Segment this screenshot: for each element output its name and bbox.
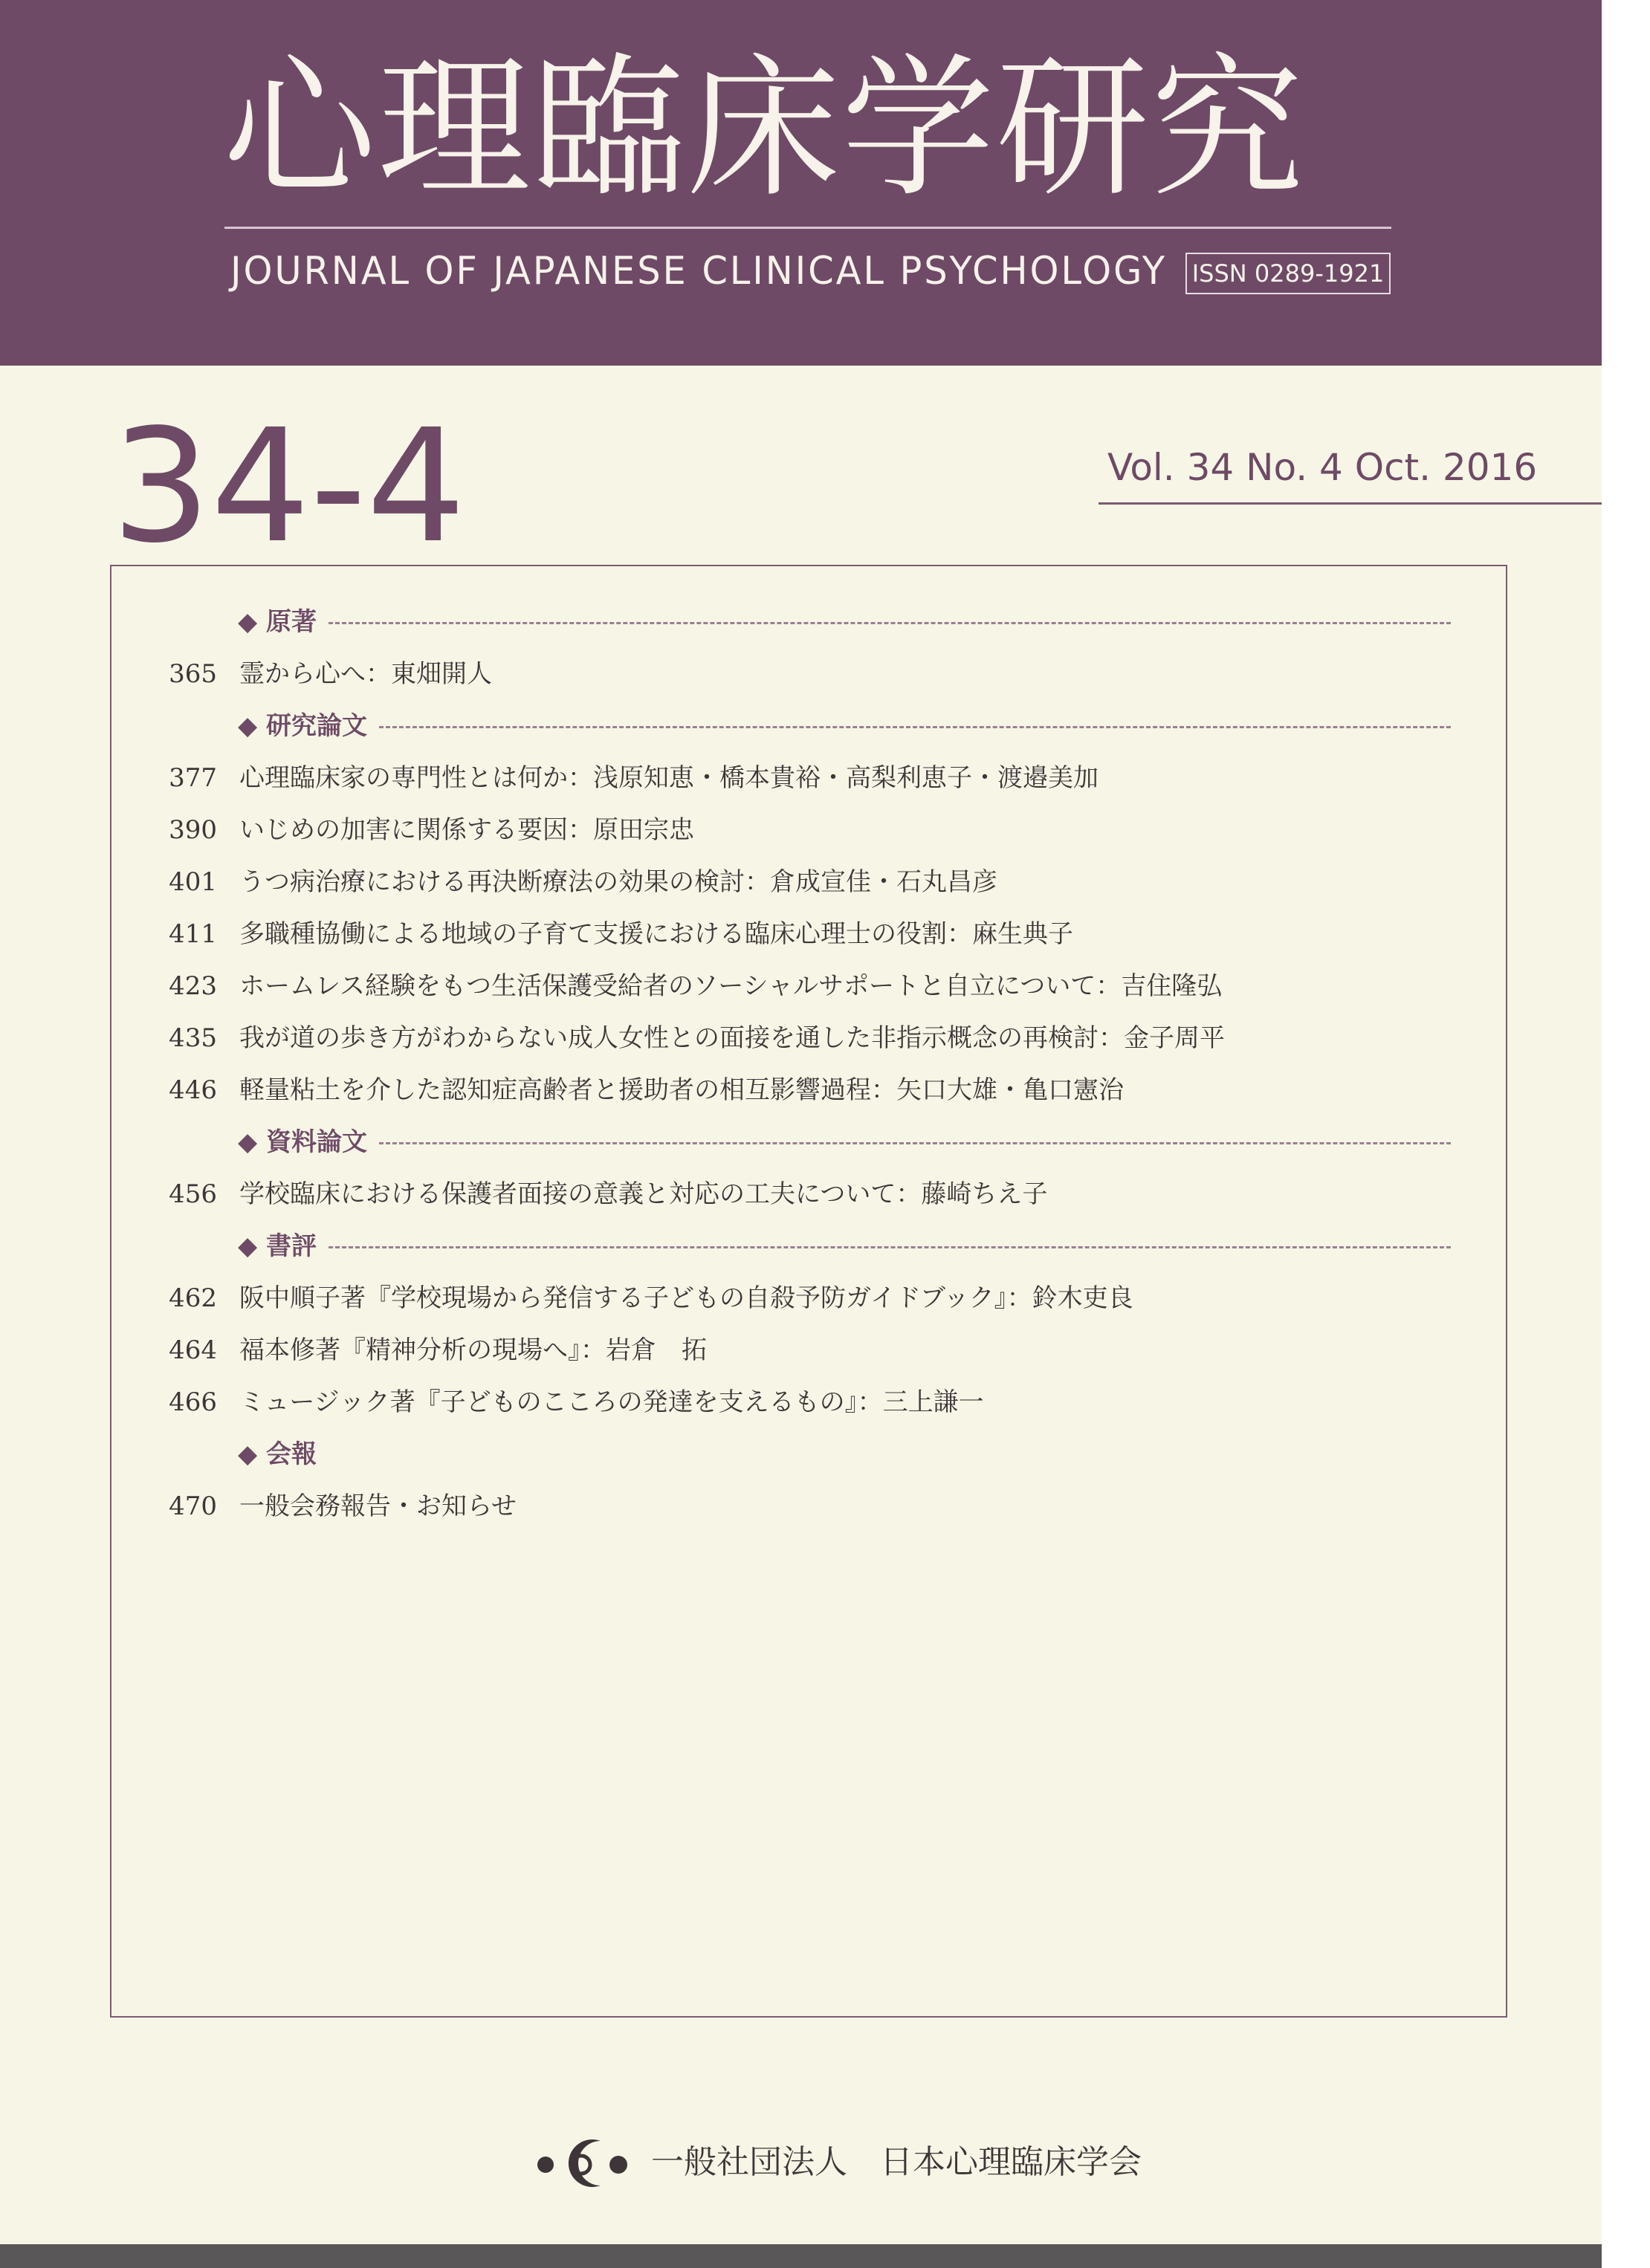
toc-entry bbox=[111, 1016, 1494, 1060]
toc-entry bbox=[111, 652, 1494, 696]
header-divider bbox=[224, 227, 1391, 229]
entry-page: 365 bbox=[169, 659, 217, 689]
entry-page: 470 bbox=[169, 1491, 217, 1521]
scan-bottom-edge bbox=[0, 2244, 1602, 2268]
entry-title: 我が道の歩き方がわからない成人女性との面接を通した非指示概念の再検討：金子周平 bbox=[239, 1023, 1225, 1053]
entry-page: 435 bbox=[169, 1023, 217, 1053]
section-dashed-rule bbox=[329, 622, 1451, 624]
entry-title: 多職種協働による地域の子育て支援における臨床心理士の役割：麻生典子 bbox=[239, 919, 1073, 949]
section-label: ◆ 書評 bbox=[238, 1231, 317, 1261]
entry-title: 一般会務報告・お知らせ bbox=[239, 1491, 517, 1521]
entry-title: ホームレス経験をもつ生活保護受給者のソーシャルサポートと自立について：吉住隆弘 bbox=[239, 971, 1223, 1001]
section-label: ◆ 研究論文 bbox=[238, 711, 367, 741]
journal-title: 心理臨床学研究 bbox=[223, 39, 1306, 218]
toc-entry bbox=[111, 1172, 1494, 1216]
entry-page: 456 bbox=[169, 1179, 217, 1209]
entry-page: 401 bbox=[169, 867, 217, 897]
toc-entry bbox=[111, 860, 1494, 904]
entry-title: 学校臨床における保護者面接の意義と対応の工夫について：藤崎ちえ子 bbox=[239, 1179, 1048, 1209]
publisher-footer bbox=[0, 2133, 1602, 2192]
toc-entry bbox=[111, 808, 1494, 852]
entry-page: 390 bbox=[169, 815, 217, 845]
entry-title: 霊から心へ：東畑開人 bbox=[239, 659, 492, 689]
entry-title: 軽量粘土を介した認知症高齢者と援助者の相互影響過程：矢口大雄・亀口憲治 bbox=[239, 1075, 1124, 1105]
toc-section-society-news bbox=[238, 1432, 1451, 1477]
section-dashed-rule bbox=[329, 1246, 1451, 1248]
section-label: ◆ 資料論文 bbox=[238, 1127, 367, 1157]
entry-page: 462 bbox=[169, 1283, 217, 1313]
toc-section-book-reviews bbox=[238, 1224, 1451, 1269]
toc-entry bbox=[111, 1068, 1494, 1112]
toc-entry bbox=[111, 1484, 1494, 1529]
toc-entry bbox=[111, 1380, 1494, 1425]
entry-title: うつ病治療における再決断療法の効果の検討：倉成宣佳・石丸昌彦 bbox=[239, 867, 997, 897]
entry-page: 411 bbox=[169, 919, 217, 949]
section-dashed-rule bbox=[379, 1142, 1451, 1144]
toc-entry bbox=[111, 756, 1494, 800]
society-logo-icon bbox=[535, 2136, 639, 2188]
volume-divider bbox=[1099, 502, 1602, 505]
section-label: ◆ 原著 bbox=[238, 607, 317, 637]
issue-number: 34-4 bbox=[111, 395, 466, 577]
entry-title: いじめの加害に関係する要因：原田宗忠 bbox=[239, 815, 694, 845]
section-label: ◆ 会報 bbox=[238, 1439, 317, 1469]
table-of-contents bbox=[110, 565, 1507, 2018]
toc-section-data-papers bbox=[238, 1120, 1451, 1164]
publisher-name: 一般社団法人 日本心理臨床学会 bbox=[651, 2143, 1142, 2181]
page-edge bbox=[1602, 0, 1650, 2268]
toc-entry bbox=[111, 912, 1494, 956]
entry-title: 心理臨床家の専門性とは何か：浅原知恵・橋本貴裕・高梨利恵子・渡邉美加 bbox=[239, 763, 1099, 793]
journal-subtitle: JOURNAL OF JAPANESE CLINICAL PSYCHOLOGY bbox=[230, 249, 1167, 294]
toc-entry bbox=[111, 1328, 1494, 1373]
volume-info: Vol. 34 No. 4 Oct. 2016 bbox=[1107, 446, 1538, 489]
toc-section-research-papers bbox=[238, 704, 1451, 748]
toc-entry bbox=[111, 1276, 1494, 1321]
entry-page: 423 bbox=[169, 971, 217, 1001]
entry-page: 466 bbox=[169, 1387, 217, 1417]
entry-page: 446 bbox=[169, 1075, 217, 1105]
cover-header-band bbox=[0, 0, 1602, 366]
entry-page: 377 bbox=[169, 763, 217, 793]
entry-title: 阪中順子著『学校現場から発信する子どもの自殺予防ガイドブック』：鈴木吏良 bbox=[239, 1283, 1133, 1313]
entry-title: 福本修著『精神分析の現場へ』：岩倉 拓 bbox=[239, 1335, 707, 1365]
section-dashed-rule bbox=[379, 726, 1451, 728]
entry-page: 464 bbox=[169, 1335, 217, 1365]
toc-section-original-articles bbox=[238, 600, 1451, 644]
issn-box: ISSN 0289-1921 bbox=[1185, 253, 1391, 294]
entry-title: ミュージック著『子どものこころの発達を支えるもの』：三上謙一 bbox=[239, 1387, 984, 1417]
toc-entry bbox=[111, 964, 1494, 1008]
